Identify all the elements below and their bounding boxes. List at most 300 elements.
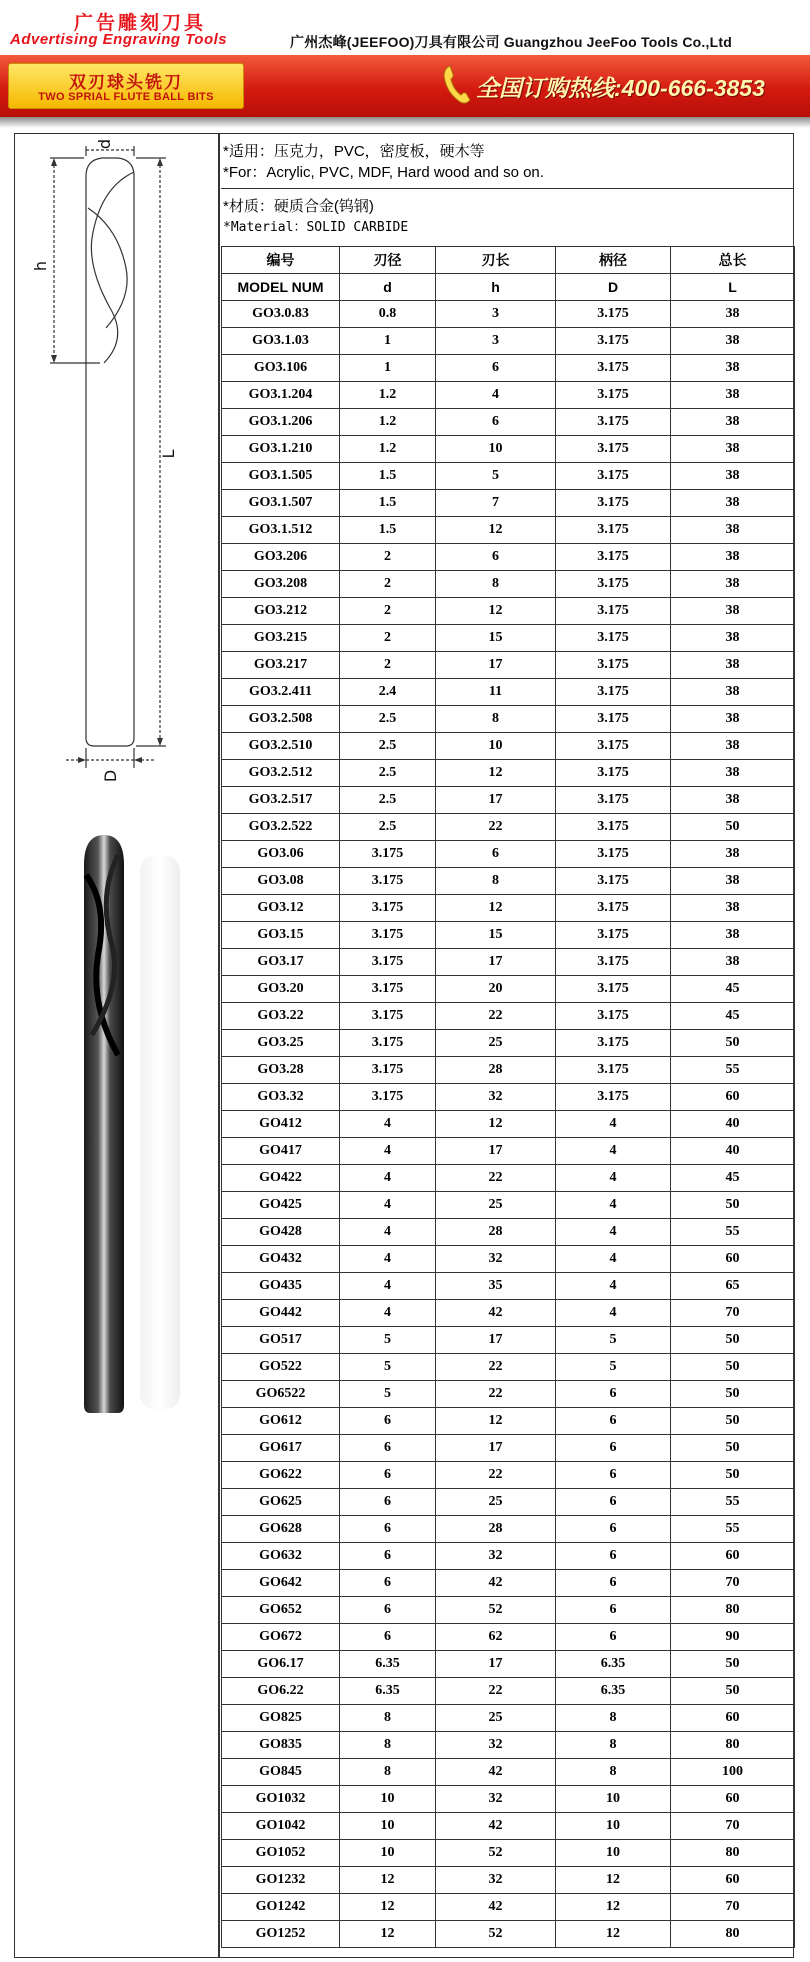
cell-cutting-length: 12: [436, 760, 556, 787]
cell-cutting-length: 25: [436, 1192, 556, 1219]
cell-overall-length: 70: [671, 1570, 795, 1597]
table-row: [222, 814, 795, 841]
cell-cutting-length: 22: [436, 814, 556, 841]
cell-cutting-length: 17: [436, 1138, 556, 1165]
cell-cutting-length: 12: [436, 1408, 556, 1435]
header-cutting-length-cn: 刃长: [436, 247, 556, 274]
cell-overall-length: 100: [671, 1759, 795, 1786]
cell-overall-length: 38: [671, 436, 795, 463]
cell-cutting-diameter: 6.35: [340, 1678, 436, 1705]
table-row: [222, 841, 795, 868]
cell-overall-length: 60: [671, 1543, 795, 1570]
cell-overall-length: 80: [671, 1921, 795, 1948]
cell-shank-diameter: 6: [556, 1462, 671, 1489]
banner-shadow: [0, 117, 810, 128]
table-row: [222, 1678, 795, 1705]
cell-overall-length: 38: [671, 895, 795, 922]
cell-cutting-diameter: 2.5: [340, 787, 436, 814]
cell-model-num: GO612: [222, 1408, 340, 1435]
cell-cutting-length: 17: [436, 652, 556, 679]
table-row: [222, 706, 795, 733]
table-row: [222, 1408, 795, 1435]
cell-model-num: GO3.212: [222, 598, 340, 625]
table-row: [222, 598, 795, 625]
cell-overall-length: 50: [671, 1651, 795, 1678]
cell-model-num: GO1232: [222, 1867, 340, 1894]
table-row: [222, 463, 795, 490]
cell-shank-diameter: 5: [556, 1354, 671, 1381]
cell-overall-length: 60: [671, 1705, 795, 1732]
cell-overall-length: 38: [671, 760, 795, 787]
cell-model-num: GO632: [222, 1543, 340, 1570]
cell-cutting-length: 32: [436, 1867, 556, 1894]
cell-overall-length: 50: [671, 814, 795, 841]
cell-model-num: GO622: [222, 1462, 340, 1489]
table-row: [222, 1516, 795, 1543]
cell-model-num: GO3.1.03: [222, 328, 340, 355]
cell-cutting-length: 22: [436, 1678, 556, 1705]
table-row: [222, 1192, 795, 1219]
cell-overall-length: 50: [671, 1408, 795, 1435]
cell-cutting-diameter: 6: [340, 1543, 436, 1570]
table-row: [222, 922, 795, 949]
cell-model-num: GO3.1.505: [222, 463, 340, 490]
cell-cutting-diameter: 2.5: [340, 733, 436, 760]
cell-overall-length: 45: [671, 1165, 795, 1192]
table-row: [222, 1570, 795, 1597]
cell-cutting-diameter: 8: [340, 1732, 436, 1759]
cell-shank-diameter: 3.175: [556, 652, 671, 679]
cell-overall-length: 38: [671, 625, 795, 652]
header-cutting-diameter-cn: 刃径: [340, 247, 436, 274]
cell-cutting-diameter: 10: [340, 1813, 436, 1840]
cell-cutting-diameter: 10: [340, 1840, 436, 1867]
cell-overall-length: 38: [671, 409, 795, 436]
table-row: [222, 1651, 795, 1678]
cell-overall-length: 38: [671, 301, 795, 328]
cell-shank-diameter: 6: [556, 1435, 671, 1462]
cell-cutting-length: 11: [436, 679, 556, 706]
cell-overall-length: 45: [671, 976, 795, 1003]
cell-cutting-diameter: 1.5: [340, 463, 436, 490]
table-header-cn: [222, 247, 795, 274]
cell-shank-diameter: 3.175: [556, 490, 671, 517]
cell-cutting-diameter: 3.175: [340, 922, 436, 949]
cell-cutting-length: 35: [436, 1273, 556, 1300]
table-row: [222, 1030, 795, 1057]
cell-cutting-length: 42: [436, 1570, 556, 1597]
table-row: [222, 1543, 795, 1570]
table-row: [222, 1300, 795, 1327]
cell-overall-length: 60: [671, 1246, 795, 1273]
cell-cutting-diameter: 2: [340, 598, 436, 625]
cell-cutting-diameter: 2.5: [340, 814, 436, 841]
brand-name-en: Advertising Engraving Tools: [10, 31, 228, 48]
cell-cutting-length: 28: [436, 1219, 556, 1246]
cell-cutting-length: 17: [436, 787, 556, 814]
cell-cutting-diameter: 3.175: [340, 976, 436, 1003]
table-row: [222, 1381, 795, 1408]
application-en: *For：Acrylic, PVC, MDF, Hard wood and so on.: [223, 164, 544, 181]
cell-shank-diameter: 3.175: [556, 571, 671, 598]
table-row: [222, 949, 795, 976]
cell-cutting-length: 12: [436, 1111, 556, 1138]
header-D: D: [556, 274, 671, 301]
cell-overall-length: 90: [671, 1624, 795, 1651]
cell-model-num: GO442: [222, 1300, 340, 1327]
cell-overall-length: 38: [671, 463, 795, 490]
cell-overall-length: 80: [671, 1597, 795, 1624]
cell-overall-length: 38: [671, 382, 795, 409]
cell-model-num: GO1242: [222, 1894, 340, 1921]
cell-overall-length: 70: [671, 1300, 795, 1327]
cell-overall-length: 40: [671, 1138, 795, 1165]
cell-overall-length: 65: [671, 1273, 795, 1300]
cell-model-num: GO1032: [222, 1786, 340, 1813]
cell-model-num: GO3.25: [222, 1030, 340, 1057]
cell-model-num: GO6.17: [222, 1651, 340, 1678]
cell-model-num: GO3.1.210: [222, 436, 340, 463]
cell-shank-diameter: 6: [556, 1516, 671, 1543]
cell-shank-diameter: 12: [556, 1867, 671, 1894]
cell-shank-diameter: 4: [556, 1138, 671, 1165]
cell-cutting-length: 22: [436, 1381, 556, 1408]
cell-overall-length: 50: [671, 1354, 795, 1381]
table-row: [222, 1057, 795, 1084]
table-row: [222, 301, 795, 328]
cell-cutting-length: 17: [436, 1327, 556, 1354]
cell-overall-length: 38: [671, 733, 795, 760]
cell-model-num: GO3.1.204: [222, 382, 340, 409]
table-row: [222, 1705, 795, 1732]
table-row: [222, 1759, 795, 1786]
cell-cutting-diameter: 6: [340, 1516, 436, 1543]
table-row: [222, 436, 795, 463]
cell-overall-length: 55: [671, 1489, 795, 1516]
cell-overall-length: 38: [671, 841, 795, 868]
table-row: [222, 976, 795, 1003]
cell-cutting-diameter: 3.175: [340, 1003, 436, 1030]
product-title-en: TWO SPRIAL FLUTE BALL BITS: [38, 91, 214, 103]
cell-cutting-length: 17: [436, 1651, 556, 1678]
cell-model-num: GO3.1.507: [222, 490, 340, 517]
cell-cutting-diameter: 12: [340, 1894, 436, 1921]
cell-overall-length: 38: [671, 868, 795, 895]
cell-model-num: GO3.217: [222, 652, 340, 679]
cell-shank-diameter: 3.175: [556, 733, 671, 760]
cell-shank-diameter: 3.175: [556, 814, 671, 841]
cell-model-num: GO428: [222, 1219, 340, 1246]
cell-cutting-length: 7: [436, 490, 556, 517]
dim-label-h: h: [31, 260, 50, 272]
header-model-en: MODEL NUM: [222, 274, 340, 301]
cell-cutting-length: 22: [436, 1462, 556, 1489]
cell-shank-diameter: 3.175: [556, 1030, 671, 1057]
cell-model-num: GO835: [222, 1732, 340, 1759]
cell-cutting-diameter: 0.8: [340, 301, 436, 328]
cell-overall-length: 55: [671, 1219, 795, 1246]
header-overall-length-cn: 总长: [671, 247, 795, 274]
cell-model-num: GO3.32: [222, 1084, 340, 1111]
cell-cutting-diameter: 2.5: [340, 706, 436, 733]
table-row: [222, 1111, 795, 1138]
cell-overall-length: 60: [671, 1084, 795, 1111]
cell-overall-length: 38: [671, 706, 795, 733]
cell-model-num: GO1052: [222, 1840, 340, 1867]
header-d: d: [340, 274, 436, 301]
header-h: h: [436, 274, 556, 301]
cell-overall-length: 38: [671, 571, 795, 598]
cell-overall-length: 50: [671, 1192, 795, 1219]
cell-model-num: GO3.2.512: [222, 760, 340, 787]
cell-shank-diameter: 4: [556, 1165, 671, 1192]
cell-shank-diameter: 12: [556, 1894, 671, 1921]
specs-table: [221, 246, 795, 1948]
cell-overall-length: 38: [671, 517, 795, 544]
table-row: [222, 1246, 795, 1273]
cell-cutting-diameter: 2.5: [340, 760, 436, 787]
cell-model-num: GO845: [222, 1759, 340, 1786]
cell-shank-diameter: 4: [556, 1111, 671, 1138]
cell-model-num: GO3.20: [222, 976, 340, 1003]
cell-shank-diameter: 6.35: [556, 1651, 671, 1678]
table-row: [222, 1786, 795, 1813]
table-row: [222, 1327, 795, 1354]
cell-overall-length: 50: [671, 1678, 795, 1705]
cell-shank-diameter: 3.175: [556, 625, 671, 652]
specs-table-body: [222, 301, 795, 1948]
header-shank-diameter-cn: 柄径: [556, 247, 671, 274]
cell-overall-length: 38: [671, 598, 795, 625]
application-block: [221, 134, 793, 189]
cell-shank-diameter: 3.175: [556, 787, 671, 814]
cell-cutting-diameter: 5: [340, 1381, 436, 1408]
cell-cutting-length: 10: [436, 436, 556, 463]
cell-cutting-diameter: 2: [340, 571, 436, 598]
cell-model-num: GO3.206: [222, 544, 340, 571]
cell-cutting-length: 52: [436, 1597, 556, 1624]
cell-shank-diameter: 6: [556, 1381, 671, 1408]
cell-cutting-length: 52: [436, 1840, 556, 1867]
cell-shank-diameter: 3.175: [556, 436, 671, 463]
cell-shank-diameter: 3.175: [556, 868, 671, 895]
cell-cutting-length: 6: [436, 409, 556, 436]
cell-shank-diameter: 4: [556, 1300, 671, 1327]
material-cn: *材质：硬质合金(钨钢): [223, 198, 374, 215]
cell-cutting-diameter: 6: [340, 1489, 436, 1516]
cell-cutting-length: 32: [436, 1543, 556, 1570]
cell-model-num: GO432: [222, 1246, 340, 1273]
cell-cutting-diameter: 12: [340, 1867, 436, 1894]
cell-model-num: GO642: [222, 1570, 340, 1597]
table-row: [222, 895, 795, 922]
cell-cutting-length: 25: [436, 1030, 556, 1057]
cell-cutting-diameter: 1.2: [340, 436, 436, 463]
cell-shank-diameter: 3.175: [556, 517, 671, 544]
cell-shank-diameter: 6: [556, 1570, 671, 1597]
cell-cutting-length: 6: [436, 355, 556, 382]
cell-overall-length: 50: [671, 1030, 795, 1057]
cell-overall-length: 50: [671, 1327, 795, 1354]
cell-model-num: GO3.22: [222, 1003, 340, 1030]
cell-shank-diameter: 8: [556, 1705, 671, 1732]
cell-model-num: GO3.15: [222, 922, 340, 949]
table-row: [222, 328, 795, 355]
dim-label-D: D: [101, 769, 120, 783]
cell-shank-diameter: 4: [556, 1273, 671, 1300]
table-row: [222, 1597, 795, 1624]
cell-model-num: GO517: [222, 1327, 340, 1354]
cell-overall-length: 60: [671, 1786, 795, 1813]
cell-cutting-length: 32: [436, 1246, 556, 1273]
cell-shank-diameter: 3.175: [556, 760, 671, 787]
cell-model-num: GO3.1.206: [222, 409, 340, 436]
cell-model-num: GO3.2.517: [222, 787, 340, 814]
cell-cutting-diameter: 2: [340, 625, 436, 652]
table-row: [222, 1840, 795, 1867]
cell-cutting-diameter: 12: [340, 1921, 436, 1948]
table-row: [222, 1165, 795, 1192]
cell-overall-length: 38: [671, 652, 795, 679]
cell-cutting-diameter: 4: [340, 1300, 436, 1327]
cell-cutting-length: 12: [436, 598, 556, 625]
cell-model-num: GO1252: [222, 1921, 340, 1948]
table-row: [222, 409, 795, 436]
table-row: [222, 1732, 795, 1759]
cell-cutting-length: 12: [436, 517, 556, 544]
cell-overall-length: 60: [671, 1867, 795, 1894]
table-row: [222, 1489, 795, 1516]
cell-model-num: GO3.08: [222, 868, 340, 895]
cell-shank-diameter: 4: [556, 1246, 671, 1273]
cell-cutting-diameter: 3.175: [340, 1084, 436, 1111]
cell-overall-length: 38: [671, 355, 795, 382]
cell-model-num: GO3.208: [222, 571, 340, 598]
table-row: [222, 1867, 795, 1894]
cell-model-num: GO3.0.83: [222, 301, 340, 328]
cell-shank-diameter: 12: [556, 1921, 671, 1948]
cell-shank-diameter: 3.175: [556, 598, 671, 625]
cell-cutting-diameter: 1.2: [340, 382, 436, 409]
cell-cutting-length: 28: [436, 1057, 556, 1084]
cell-overall-length: 45: [671, 1003, 795, 1030]
cell-model-num: GO3.12: [222, 895, 340, 922]
cell-model-num: GO3.1.512: [222, 517, 340, 544]
cell-cutting-diameter: 3.175: [340, 868, 436, 895]
cell-cutting-diameter: 1.5: [340, 517, 436, 544]
cell-cutting-length: 62: [436, 1624, 556, 1651]
cell-model-num: GO3.28: [222, 1057, 340, 1084]
cell-cutting-length: 6: [436, 841, 556, 868]
cell-shank-diameter: 3.175: [556, 949, 671, 976]
cell-cutting-length: 32: [436, 1084, 556, 1111]
cell-cutting-diameter: 6.35: [340, 1651, 436, 1678]
table-row: [222, 733, 795, 760]
cell-model-num: GO825: [222, 1705, 340, 1732]
material-en: *Material：SOLID CARBIDE: [223, 220, 409, 235]
cell-cutting-length: 42: [436, 1300, 556, 1327]
table-row: [222, 1813, 795, 1840]
cell-cutting-length: 12: [436, 895, 556, 922]
cell-overall-length: 70: [671, 1813, 795, 1840]
cell-cutting-diameter: 2: [340, 652, 436, 679]
table-row: [222, 625, 795, 652]
cell-shank-diameter: 3.175: [556, 1057, 671, 1084]
cell-shank-diameter: 3.175: [556, 976, 671, 1003]
cell-shank-diameter: 3.175: [556, 301, 671, 328]
cell-cutting-diameter: 3.175: [340, 841, 436, 868]
cell-overall-length: 38: [671, 787, 795, 814]
header-model-cn: 编号: [222, 247, 340, 274]
cell-cutting-diameter: 1: [340, 355, 436, 382]
cell-cutting-length: 20: [436, 976, 556, 1003]
cell-overall-length: 40: [671, 1111, 795, 1138]
cell-overall-length: 38: [671, 490, 795, 517]
cell-shank-diameter: 3.175: [556, 382, 671, 409]
cell-cutting-diameter: 5: [340, 1354, 436, 1381]
brand-name-cn: 广告雕刻刀具: [74, 13, 207, 34]
cell-cutting-diameter: 6: [340, 1624, 436, 1651]
cell-cutting-length: 4: [436, 382, 556, 409]
cell-cutting-diameter: 1.2: [340, 409, 436, 436]
cell-cutting-length: 52: [436, 1921, 556, 1948]
cell-model-num: GO3.17: [222, 949, 340, 976]
cell-shank-diameter: 5: [556, 1327, 671, 1354]
cell-model-num: GO3.106: [222, 355, 340, 382]
table-row: [222, 679, 795, 706]
table-row: [222, 1084, 795, 1111]
cell-cutting-length: 8: [436, 706, 556, 733]
cell-shank-diameter: 3.175: [556, 463, 671, 490]
table-row: [222, 571, 795, 598]
cell-overall-length: 55: [671, 1057, 795, 1084]
table-row: [222, 652, 795, 679]
cell-overall-length: 38: [671, 679, 795, 706]
cell-cutting-length: 42: [436, 1894, 556, 1921]
application-cn: *适用：压克力，PVC，密度板，硬木等: [223, 143, 485, 160]
table-row: [222, 1138, 795, 1165]
cell-shank-diameter: 3.175: [556, 922, 671, 949]
cell-cutting-diameter: 4: [340, 1165, 436, 1192]
cell-shank-diameter: 3.175: [556, 328, 671, 355]
table-row: [222, 1435, 795, 1462]
cell-overall-length: 70: [671, 1894, 795, 1921]
dim-label-L: L: [159, 449, 178, 459]
cell-cutting-diameter: 6: [340, 1597, 436, 1624]
table-row: [222, 1462, 795, 1489]
cell-cutting-length: 42: [436, 1759, 556, 1786]
cell-cutting-diameter: 1.5: [340, 490, 436, 517]
cell-cutting-length: 6: [436, 544, 556, 571]
cell-model-num: GO628: [222, 1516, 340, 1543]
cell-model-num: GO422: [222, 1165, 340, 1192]
table-row: [222, 1273, 795, 1300]
table-header-en: [222, 274, 795, 301]
cell-model-num: GO625: [222, 1489, 340, 1516]
table-row: [222, 1894, 795, 1921]
cell-overall-length: 50: [671, 1381, 795, 1408]
cell-model-num: GO6522: [222, 1381, 340, 1408]
cell-cutting-length: 22: [436, 1003, 556, 1030]
cell-cutting-length: 25: [436, 1705, 556, 1732]
cell-cutting-diameter: 6: [340, 1462, 436, 1489]
cell-cutting-length: 17: [436, 949, 556, 976]
header-L: L: [671, 274, 795, 301]
order-hotline: 全国订购热线:400-666-3853: [476, 75, 765, 101]
cell-shank-diameter: 4: [556, 1219, 671, 1246]
cell-cutting-length: 15: [436, 922, 556, 949]
cell-shank-diameter: 10: [556, 1840, 671, 1867]
